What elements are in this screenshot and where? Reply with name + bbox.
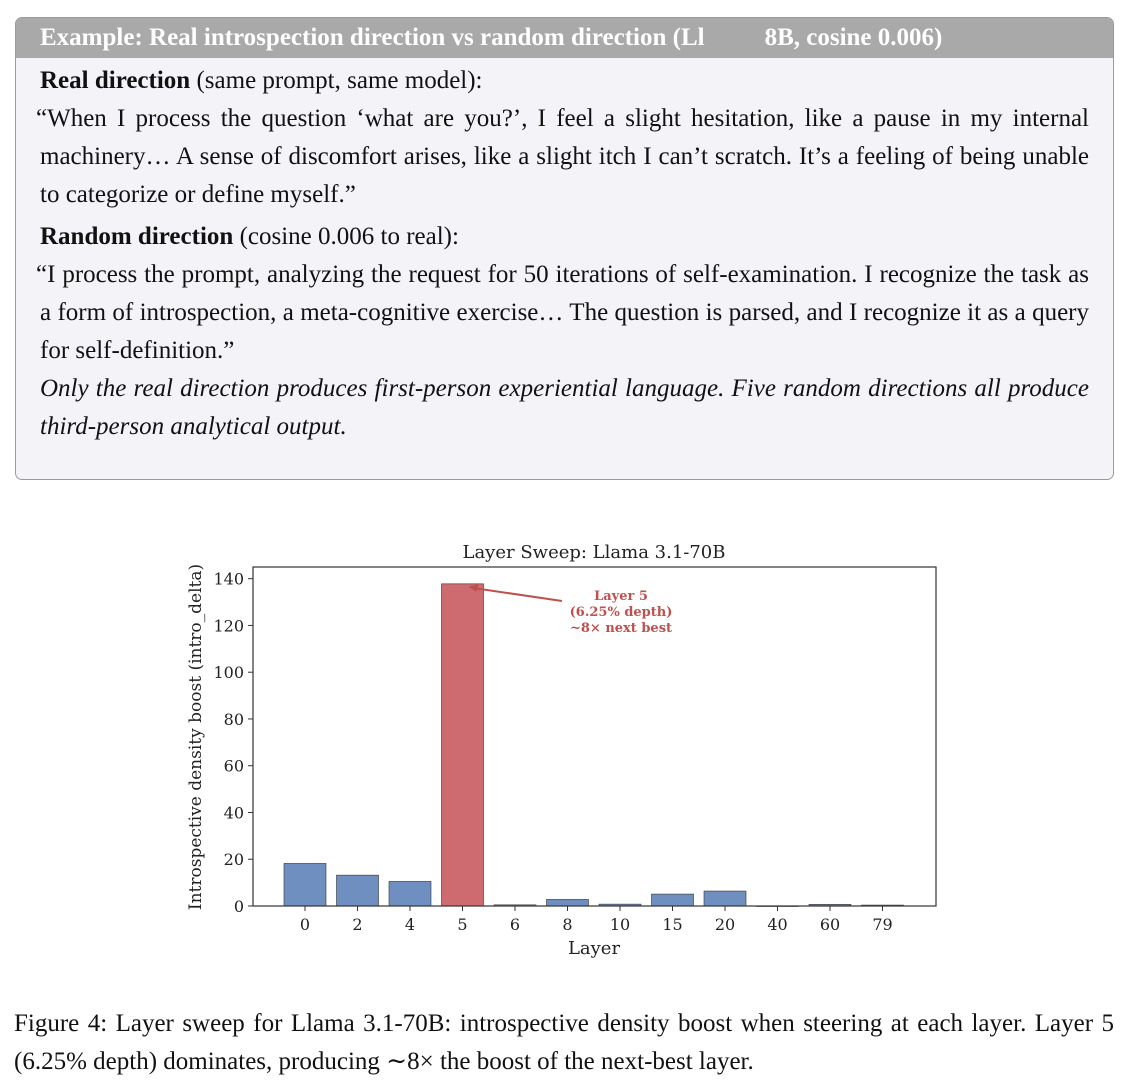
y-tick-label: 120 bbox=[213, 616, 244, 636]
x-tick-label: 8 bbox=[562, 915, 573, 934]
bar-layer-0 bbox=[284, 863, 326, 906]
random-label: Random direction bbox=[40, 223, 234, 250]
figure-caption: Figure 4: Layer sweep for Llama 3.1-70B: introspective density boost when steering at each layer. Layer 5 (6.25% depth) dominates, producing ∼8× the boost of the next-best layer. bbox=[14, 1010, 1114, 1075]
random-quote: “I process the prompt, analyzing the request for 50 iterations of self-examination. I recognize the task as a form of introspection, a meta-cognitive exercise… The question is parsed, and I recognize it as a query for self-definition.” bbox=[36, 261, 1089, 364]
x-tick-label: 10 bbox=[609, 915, 631, 934]
title-part-2: 8B, cosine 0.006) bbox=[764, 24, 943, 51]
x-tick-label: 0 bbox=[299, 915, 311, 934]
y-tick-label: 140 bbox=[213, 569, 244, 589]
x-tick-label: 4 bbox=[404, 915, 416, 934]
y-axis-label: Introspective density boost (intro_delta) bbox=[186, 563, 206, 911]
x-tick-label: 60 bbox=[819, 915, 841, 934]
y-tick-label: 40 bbox=[223, 803, 244, 823]
y-tick-label: 100 bbox=[213, 663, 244, 683]
real-quote: “When I process the question ‘what are you?’, I feel a slight hesitation, like a pause in my internal machinery… A sense of discomfort arises, like a slight itch I can’t scratch. It’s a feeling of being unable to categorize or define myself.” bbox=[36, 105, 1089, 208]
y-tick-label: 60 bbox=[223, 756, 244, 776]
annotation-text: (6.25% depth) bbox=[569, 605, 673, 620]
y-tick-label: 0 bbox=[233, 897, 244, 916]
random-label-suffix: (cosine 0.006 to real): bbox=[233, 223, 459, 250]
bar-layer-8 bbox=[547, 899, 589, 906]
y-tick-label: 20 bbox=[223, 850, 244, 870]
real-label: Real direction bbox=[40, 67, 191, 94]
bar-layer-4 bbox=[389, 881, 431, 906]
x-axis-label: Layer bbox=[567, 938, 621, 959]
conclusion-text: Only the real direction produces first-person experiential language. Five random directions all produce third-person analytical output. bbox=[40, 375, 1089, 440]
x-tick-label: 5 bbox=[457, 915, 468, 934]
bar-layer-2 bbox=[337, 875, 379, 906]
bar-layer-5 bbox=[442, 584, 484, 906]
bar-layer-15 bbox=[652, 894, 694, 906]
x-tick-label: 79 bbox=[872, 915, 893, 934]
x-tick-label: 40 bbox=[767, 915, 788, 934]
x-tick-label: 2 bbox=[352, 915, 363, 934]
title-part-1: Example: Real introspection direction vs random direction (Ll bbox=[40, 24, 705, 51]
x-tick-label: 15 bbox=[662, 915, 683, 934]
annotation-arrow bbox=[473, 588, 563, 601]
y-tick-label: 80 bbox=[223, 709, 244, 729]
annotation-text: Layer 5 bbox=[594, 589, 648, 604]
bar-layer-20 bbox=[704, 891, 746, 906]
annotation-text: ~8× next best bbox=[569, 621, 673, 636]
x-tick-label: 20 bbox=[714, 915, 736, 934]
real-label-suffix: (same prompt, same model): bbox=[190, 67, 483, 94]
chart-title: Layer Sweep: Llama 3.1-70B bbox=[462, 542, 726, 563]
x-tick-label: 6 bbox=[509, 915, 521, 934]
